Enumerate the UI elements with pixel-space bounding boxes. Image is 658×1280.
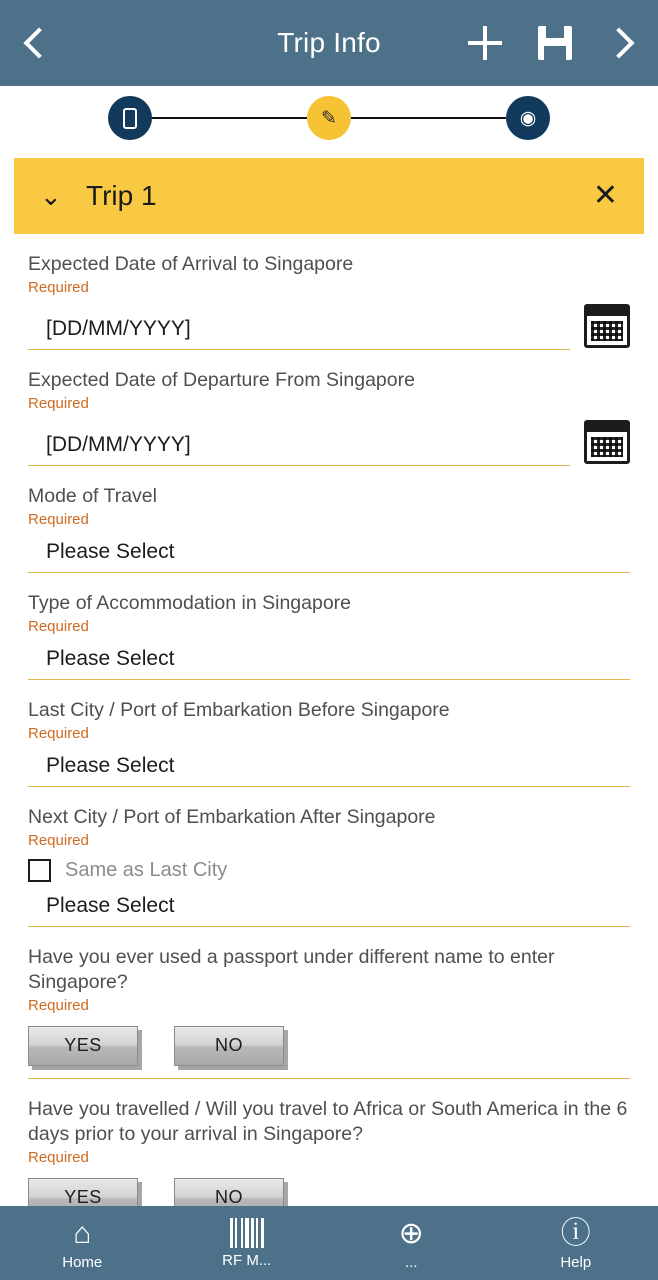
next-city-select[interactable]: Please Select: [28, 890, 630, 927]
nav-item-globe[interactable]: [329, 1218, 494, 1271]
field-label: Type of Accommodation in Singapore: [28, 591, 352, 614]
field-required-note: Required: [28, 831, 89, 849]
field-input-row: [28, 890, 630, 927]
home-icon: ⌂: [73, 1217, 92, 1250]
yes-no-group: [28, 1178, 630, 1206]
field-required-note: Required: [28, 617, 89, 635]
field-label: Expected Date of Arrival to Singapore: [28, 253, 354, 275]
step-3-review[interactable]: [506, 96, 550, 140]
step-connector-2: [351, 117, 506, 119]
barcode-icon: [230, 1218, 264, 1248]
nav-label: Home: [62, 1254, 103, 1271]
field-input-row: [28, 304, 630, 350]
close-icon[interactable]: ✕: [592, 179, 618, 212]
help-icon: ⓘ: [560, 1217, 591, 1250]
nav-label: RF M...: [222, 1252, 272, 1269]
page-title: Trip Info: [277, 27, 381, 58]
pencil-icon: ✎: [321, 107, 337, 129]
field-accommodation-type: [28, 573, 630, 680]
chevron-left-icon: [23, 27, 54, 58]
passport-different-name-no[interactable]: NO: [174, 1026, 284, 1066]
field-arrival-date: [28, 234, 630, 350]
step-1-phone[interactable]: [108, 96, 152, 140]
globe-icon: ⊕: [398, 1217, 424, 1250]
field-input-row: [28, 643, 630, 680]
calendar-icon[interactable]: [584, 304, 630, 348]
africa-south-america-yes[interactable]: YES: [28, 1178, 138, 1206]
save-button[interactable]: [538, 26, 572, 60]
header-right-group: [468, 26, 630, 60]
same-as-last-city-row[interactable]: [28, 859, 630, 882]
save-icon: [538, 26, 572, 60]
field-next-city: [28, 787, 630, 927]
nav-label: Help: [560, 1254, 592, 1271]
nav-label: ...: [404, 1254, 418, 1271]
step-2-edit[interactable]: [307, 96, 351, 140]
eye-icon: ◉: [519, 107, 537, 129]
trip-section-header[interactable]: [14, 158, 644, 234]
departure-date-input[interactable]: [DD/MM/YYYY]: [28, 429, 570, 466]
arrival-date-input[interactable]: [DD/MM/YYYY]: [28, 313, 570, 350]
field-input-row: [28, 420, 630, 466]
field-label: Mode of Travel: [28, 484, 157, 507]
field-label: Next City / Port of Embarkation After Singapore: [28, 805, 436, 828]
nav-item-home[interactable]: [0, 1218, 165, 1271]
add-trip-button[interactable]: [468, 26, 502, 60]
app-header: [0, 0, 658, 86]
field-label: Have you ever used a passport under different name to enter Singapore?: [28, 945, 555, 993]
field-required-note: Required: [28, 1148, 89, 1166]
trip-title: Trip 1: [86, 180, 157, 211]
chevron-right-icon: [603, 27, 634, 58]
plus-icon: [468, 26, 502, 60]
chevron-down-icon[interactable]: ⌄: [40, 180, 62, 211]
trip-form: [0, 234, 658, 1206]
yes-no-group: [28, 1026, 630, 1079]
nav-item-help[interactable]: [494, 1218, 658, 1271]
field-passport-different-name: [28, 927, 630, 1079]
bottom-navigation: [0, 1206, 658, 1280]
field-required-note: Required: [28, 510, 89, 528]
field-departure-date: [28, 350, 630, 466]
same-as-last-city-checkbox[interactable]: [28, 859, 51, 882]
passport-different-name-yes[interactable]: YES: [28, 1026, 138, 1066]
accommodation-type-select[interactable]: Please Select: [28, 643, 630, 680]
phone-icon: [123, 108, 137, 129]
field-required-note: Required: [28, 278, 89, 296]
field-label: Last City / Port of Embarkation Before Singapore: [28, 698, 450, 721]
field-required-note: Required: [28, 724, 89, 742]
header-left-group: [28, 32, 50, 54]
step-connector-1: [152, 117, 307, 119]
africa-south-america-no[interactable]: NO: [174, 1178, 284, 1206]
field-label: Have you travelled / Will you travel to Africa or South America in the 6 days prior to your arrival in Singapore?: [28, 1097, 628, 1145]
field-input-row: [28, 536, 630, 573]
field-africa-south-america-travel: [28, 1079, 630, 1206]
progress-stepper: [0, 86, 658, 150]
nav-item-rf-manifest[interactable]: [165, 1218, 330, 1269]
last-city-select[interactable]: Please Select: [28, 750, 630, 787]
field-required-note: Required: [28, 394, 89, 412]
back-button[interactable]: [28, 32, 50, 54]
calendar-icon[interactable]: [584, 420, 630, 464]
field-label: Expected Date of Departure From Singapore: [28, 368, 415, 391]
field-input-row: [28, 750, 630, 787]
field-last-city: [28, 680, 630, 787]
field-required-note: Required: [28, 996, 89, 1014]
mode-of-travel-select[interactable]: Please Select: [28, 536, 630, 573]
same-as-last-city-label: Same as Last City: [65, 858, 228, 881]
forward-button[interactable]: [608, 32, 630, 54]
field-mode-of-travel: [28, 466, 630, 573]
